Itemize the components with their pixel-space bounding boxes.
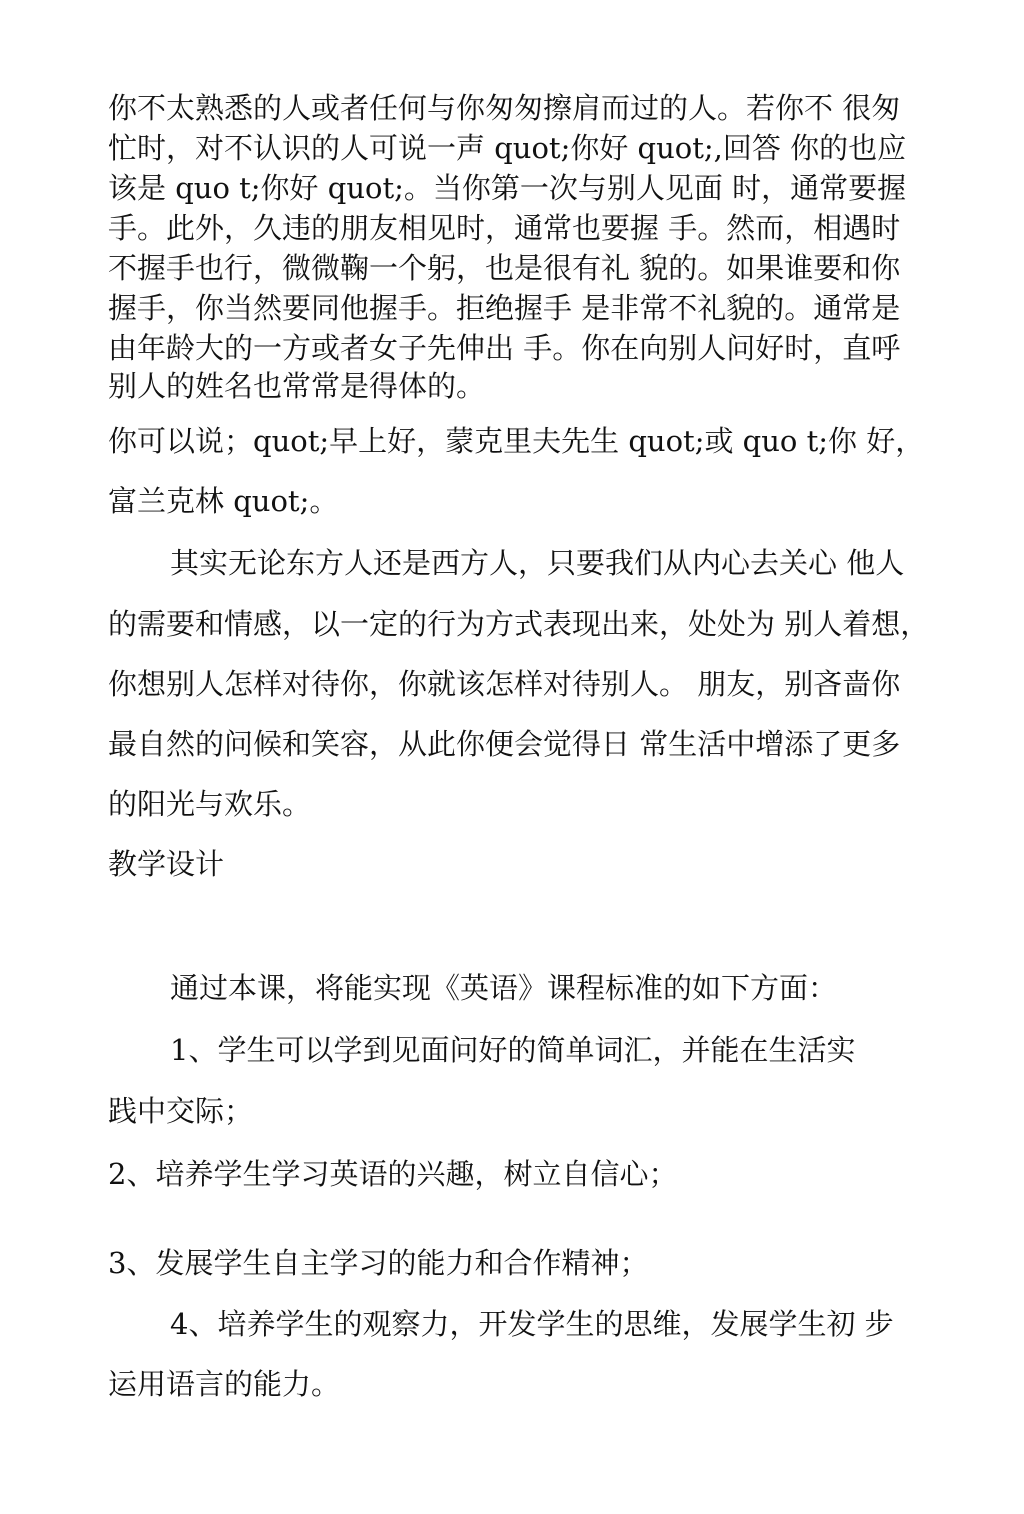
goal-item-2: 2、培养学生学习英语的兴趣，树立自信心； [108,1157,678,1191]
paragraph-3-line-1: 其实无论东方人还是西方人，只要我们从内心去关心 他人 [170,546,905,580]
paragraph-1-line-3: 该是 quo t;你好 quot;。当你第一次与别人见面 时，通常要握 [108,171,907,205]
paragraph-1-line-7: 由年龄大的一方或者女子先伸出 手。你在向别人问好时，直呼 [108,331,901,365]
paragraph-3-line-5: 的阳光与欢乐。 [108,787,312,821]
paragraph-1-line-2: 忙时，对不认识的人可说一声 quot;你好 quot;,回答 你的也应 [108,131,907,165]
paragraph-1-line-5: 不握手也行，微微鞠一个躬，也是很有礼 貌的。如果谁要和你 [108,251,901,285]
paragraph-1-line-1: 你不太熟悉的人或者任何与你匆匆擦肩而过的人。若你不 很匆 [108,91,901,125]
paragraph-1-line-8: 别人的姓名也常常是得体的。 [108,369,486,403]
section-heading: 教学设计 [108,847,225,881]
paragraph-1-line-4: 手。此外，久违的朋友相见时，通常也要握 手。然而，相遇时 [108,211,901,245]
goal-item-3: 3、发展学生自主学习的能力和合作精神； [108,1246,649,1280]
paragraph-3-line-2: 的需要和情感，以一定的行为方式表现出来，处处为 别人着想， [108,607,930,641]
paragraph-2-line-2: 富兰克林 quot;。 [108,484,339,518]
goal-item-4-line-2: 运用语言的能力。 [108,1367,341,1401]
goals-intro: 通过本课，将能实现《英语》课程标准的如下方面： [170,971,838,1005]
goal-item-1-line-1: 1、学生可以学到见面问好的简单词汇，并能在生活实 [170,1033,856,1067]
goal-item-1-line-2: 践中交际； [108,1094,254,1128]
paragraph-1-line-6: 握手，你当然要同他握手。拒绝握手 是非常不礼貌的。通常是 [108,291,901,325]
paragraph-2-line-1: 你可以说；quot;早上好，蒙克里夫先生 quot;或 quo t;你 好， [108,424,925,458]
goal-item-4-line-1: 4、培养学生的观察力，开发学生的思维，发展学生初 步 [170,1307,894,1341]
paragraph-3-line-4: 最自然的问候和笑容，从此你便会觉得日 常生活中增添了更多 [108,727,901,761]
paragraph-3-line-3: 你想别人怎样对待你，你就该怎样对待别人。 朋友，别吝啬你 [108,667,901,701]
